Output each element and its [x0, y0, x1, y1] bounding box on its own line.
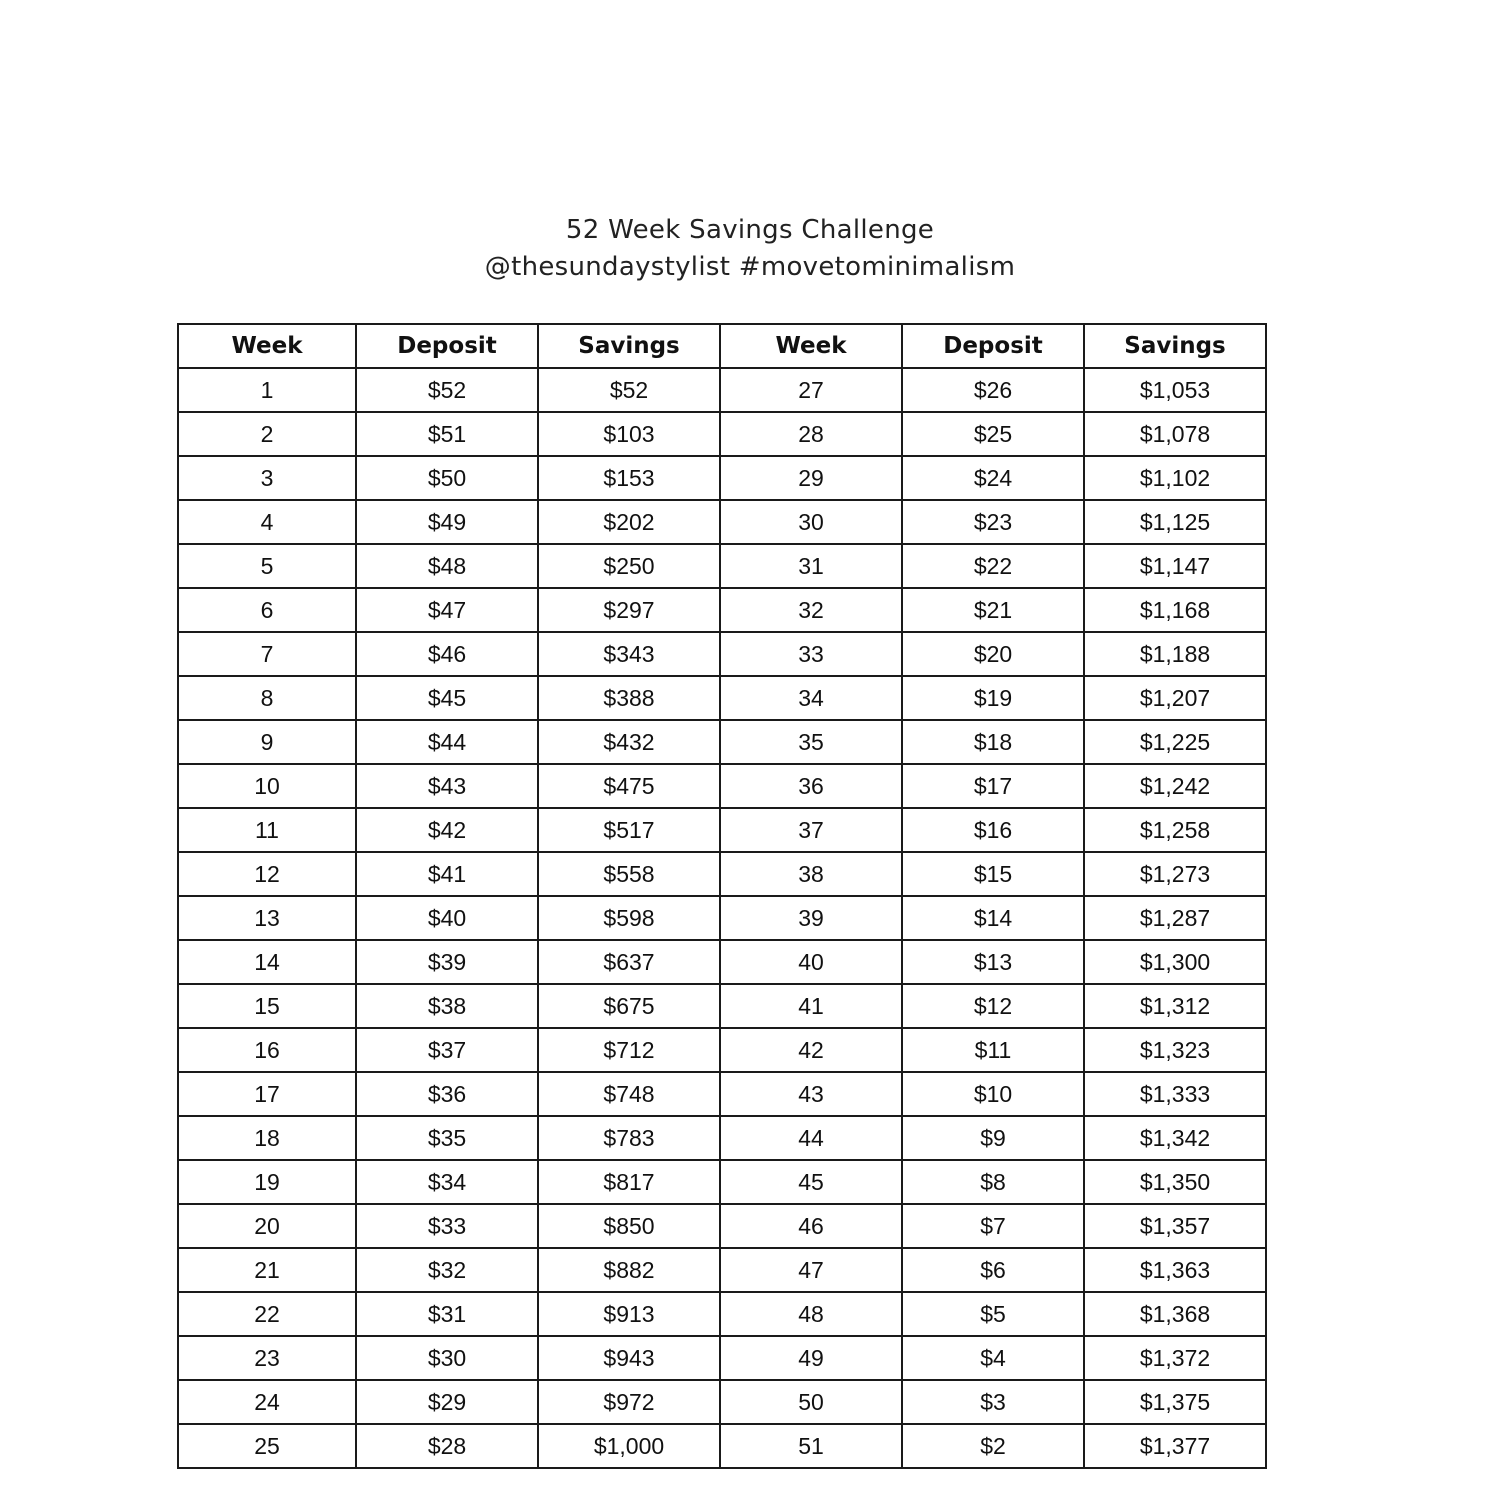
table-row: [178, 984, 1266, 1028]
savings-cell: $52: [538, 368, 720, 412]
table-row: [178, 456, 1266, 500]
week-cell: 29: [720, 456, 902, 500]
deposit-cell: $39: [356, 940, 538, 984]
table-row: [178, 896, 1266, 940]
header-deposit-left: Deposit: [356, 324, 538, 368]
savings-cell: $1,053: [1084, 368, 1266, 412]
savings-cell: $817: [538, 1160, 720, 1204]
week-cell: 49: [720, 1336, 902, 1380]
week-cell: 31: [720, 544, 902, 588]
savings-cell: $1,312: [1084, 984, 1266, 1028]
savings-cell: $675: [538, 984, 720, 1028]
week-cell: 50: [720, 1380, 902, 1424]
deposit-cell: $12: [902, 984, 1084, 1028]
deposit-cell: $46: [356, 632, 538, 676]
week-cell: 42: [720, 1028, 902, 1072]
table-row: [178, 1028, 1266, 1072]
header-deposit-right: Deposit: [902, 324, 1084, 368]
week-cell: 2: [178, 412, 356, 456]
savings-cell: $1,078: [1084, 412, 1266, 456]
week-cell: 28: [720, 412, 902, 456]
week-cell: 34: [720, 676, 902, 720]
savings-cell: $972: [538, 1380, 720, 1424]
savings-table: [177, 323, 1267, 1469]
deposit-cell: $32: [356, 1248, 538, 1292]
week-cell: 24: [178, 1380, 356, 1424]
savings-cell: $517: [538, 808, 720, 852]
week-cell: 51: [720, 1424, 902, 1468]
deposit-cell: $31: [356, 1292, 538, 1336]
deposit-cell: $38: [356, 984, 538, 1028]
week-cell: 19: [178, 1160, 356, 1204]
deposit-cell: $52: [356, 368, 538, 412]
deposit-cell: $40: [356, 896, 538, 940]
table-row: [178, 1116, 1266, 1160]
week-cell: 38: [720, 852, 902, 896]
savings-cell: $1,242: [1084, 764, 1266, 808]
week-cell: 12: [178, 852, 356, 896]
savings-cell: $748: [538, 1072, 720, 1116]
header-week-left: Week: [178, 324, 356, 368]
deposit-cell: $41: [356, 852, 538, 896]
savings-cell: $783: [538, 1116, 720, 1160]
table-row: [178, 1160, 1266, 1204]
table-row: [178, 1292, 1266, 1336]
deposit-cell: $25: [902, 412, 1084, 456]
deposit-cell: $49: [356, 500, 538, 544]
savings-cell: $1,372: [1084, 1336, 1266, 1380]
week-cell: 18: [178, 1116, 356, 1160]
savings-cell: $637: [538, 940, 720, 984]
savings-cell: $1,000: [538, 1424, 720, 1468]
week-cell: 41: [720, 984, 902, 1028]
savings-cell: $103: [538, 412, 720, 456]
savings-cell: $1,375: [1084, 1380, 1266, 1424]
table-row: [178, 1072, 1266, 1116]
week-cell: 22: [178, 1292, 356, 1336]
savings-cell: $850: [538, 1204, 720, 1248]
week-cell: 30: [720, 500, 902, 544]
deposit-cell: $48: [356, 544, 538, 588]
deposit-cell: $11: [902, 1028, 1084, 1072]
week-cell: 14: [178, 940, 356, 984]
savings-cell: $250: [538, 544, 720, 588]
deposit-cell: $2: [902, 1424, 1084, 1468]
savings-cell: $943: [538, 1336, 720, 1380]
savings-cell: $1,333: [1084, 1072, 1266, 1116]
deposit-cell: $22: [902, 544, 1084, 588]
savings-cell: $1,323: [1084, 1028, 1266, 1072]
table-row: [178, 852, 1266, 896]
deposit-cell: $23: [902, 500, 1084, 544]
deposit-cell: $34: [356, 1160, 538, 1204]
document-header: [0, 212, 1500, 286]
deposit-cell: $13: [902, 940, 1084, 984]
savings-cell: $598: [538, 896, 720, 940]
week-cell: 7: [178, 632, 356, 676]
table-row: [178, 1380, 1266, 1424]
table-body: [178, 368, 1266, 1468]
week-cell: 8: [178, 676, 356, 720]
savings-cell: $1,377: [1084, 1424, 1266, 1468]
table-row: [178, 676, 1266, 720]
savings-table-container: [177, 323, 1267, 1469]
deposit-cell: $51: [356, 412, 538, 456]
week-cell: 39: [720, 896, 902, 940]
page-title: 52 Week Savings Challenge: [565, 215, 935, 245]
week-cell: 10: [178, 764, 356, 808]
savings-cell: $558: [538, 852, 720, 896]
deposit-cell: $10: [902, 1072, 1084, 1116]
week-cell: 48: [720, 1292, 902, 1336]
week-cell: 13: [178, 896, 356, 940]
table-row: [178, 1248, 1266, 1292]
week-cell: 11: [178, 808, 356, 852]
table-row: [178, 940, 1266, 984]
deposit-cell: $21: [902, 588, 1084, 632]
table-row: [178, 544, 1266, 588]
deposit-cell: $47: [356, 588, 538, 632]
week-cell: 33: [720, 632, 902, 676]
table-row: [178, 1204, 1266, 1248]
savings-cell: $913: [538, 1292, 720, 1336]
table-row: [178, 1424, 1266, 1468]
savings-cell: $1,168: [1084, 588, 1266, 632]
table-row: [178, 632, 1266, 676]
savings-cell: $1,102: [1084, 456, 1266, 500]
deposit-cell: $33: [356, 1204, 538, 1248]
table-header: [178, 324, 1266, 368]
savings-cell: $1,287: [1084, 896, 1266, 940]
savings-cell: $1,363: [1084, 1248, 1266, 1292]
savings-cell: $1,207: [1084, 676, 1266, 720]
savings-cell: $1,147: [1084, 544, 1266, 588]
deposit-cell: $36: [356, 1072, 538, 1116]
week-cell: 37: [720, 808, 902, 852]
week-cell: 43: [720, 1072, 902, 1116]
deposit-cell: $16: [902, 808, 1084, 852]
deposit-cell: $7: [902, 1204, 1084, 1248]
table-row: [178, 412, 1266, 456]
week-cell: 44: [720, 1116, 902, 1160]
savings-cell: $1,258: [1084, 808, 1266, 852]
savings-cell: $1,342: [1084, 1116, 1266, 1160]
savings-cell: $343: [538, 632, 720, 676]
savings-cell: $432: [538, 720, 720, 764]
week-cell: 15: [178, 984, 356, 1028]
deposit-cell: $6: [902, 1248, 1084, 1292]
deposit-cell: $44: [356, 720, 538, 764]
table-row: [178, 720, 1266, 764]
table-row: [178, 764, 1266, 808]
deposit-cell: $24: [902, 456, 1084, 500]
week-cell: 40: [720, 940, 902, 984]
table-row: [178, 808, 1266, 852]
deposit-cell: $14: [902, 896, 1084, 940]
week-cell: 27: [720, 368, 902, 412]
savings-cell: $712: [538, 1028, 720, 1072]
savings-cell: $202: [538, 500, 720, 544]
savings-cell: $153: [538, 456, 720, 500]
deposit-cell: $5: [902, 1292, 1084, 1336]
week-cell: 6: [178, 588, 356, 632]
savings-cell: $882: [538, 1248, 720, 1292]
header-row: [178, 324, 1266, 368]
deposit-cell: $20: [902, 632, 1084, 676]
deposit-cell: $45: [356, 676, 538, 720]
deposit-cell: $50: [356, 456, 538, 500]
deposit-cell: $19: [902, 676, 1084, 720]
savings-cell: $1,225: [1084, 720, 1266, 764]
week-cell: 17: [178, 1072, 356, 1116]
deposit-cell: $15: [902, 852, 1084, 896]
savings-cell: $1,357: [1084, 1204, 1266, 1248]
deposit-cell: $42: [356, 808, 538, 852]
week-cell: 25: [178, 1424, 356, 1468]
deposit-cell: $18: [902, 720, 1084, 764]
deposit-cell: $8: [902, 1160, 1084, 1204]
savings-cell: $475: [538, 764, 720, 808]
week-cell: 45: [720, 1160, 902, 1204]
header-week-right: Week: [720, 324, 902, 368]
week-cell: 5: [178, 544, 356, 588]
week-cell: 21: [178, 1248, 356, 1292]
savings-cell: $1,125: [1084, 500, 1266, 544]
deposit-cell: $43: [356, 764, 538, 808]
table-row: [178, 368, 1266, 412]
savings-cell: $1,368: [1084, 1292, 1266, 1336]
deposit-cell: $9: [902, 1116, 1084, 1160]
deposit-cell: $29: [356, 1380, 538, 1424]
deposit-cell: $37: [356, 1028, 538, 1072]
deposit-cell: $17: [902, 764, 1084, 808]
table-row: [178, 588, 1266, 632]
deposit-cell: $35: [356, 1116, 538, 1160]
week-cell: 20: [178, 1204, 356, 1248]
deposit-cell: $28: [356, 1424, 538, 1468]
page-subtitle: @thesundaystylist #movetominimalism: [484, 252, 1016, 282]
week-cell: 35: [720, 720, 902, 764]
savings-cell: $1,273: [1084, 852, 1266, 896]
week-cell: 16: [178, 1028, 356, 1072]
week-cell: 47: [720, 1248, 902, 1292]
deposit-cell: $30: [356, 1336, 538, 1380]
savings-cell: $297: [538, 588, 720, 632]
savings-cell: $1,350: [1084, 1160, 1266, 1204]
deposit-cell: $4: [902, 1336, 1084, 1380]
week-cell: 23: [178, 1336, 356, 1380]
week-cell: 36: [720, 764, 902, 808]
week-cell: 46: [720, 1204, 902, 1248]
savings-cell: $1,300: [1084, 940, 1266, 984]
week-cell: 9: [178, 720, 356, 764]
header-savings-left: Savings: [538, 324, 720, 368]
week-cell: 1: [178, 368, 356, 412]
table-row: [178, 500, 1266, 544]
week-cell: 3: [178, 456, 356, 500]
deposit-cell: $26: [902, 368, 1084, 412]
table-row: [178, 1336, 1266, 1380]
savings-cell: $1,188: [1084, 632, 1266, 676]
week-cell: 4: [178, 500, 356, 544]
week-cell: 32: [720, 588, 902, 632]
savings-cell: $388: [538, 676, 720, 720]
header-savings-right: Savings: [1084, 324, 1266, 368]
deposit-cell: $3: [902, 1380, 1084, 1424]
